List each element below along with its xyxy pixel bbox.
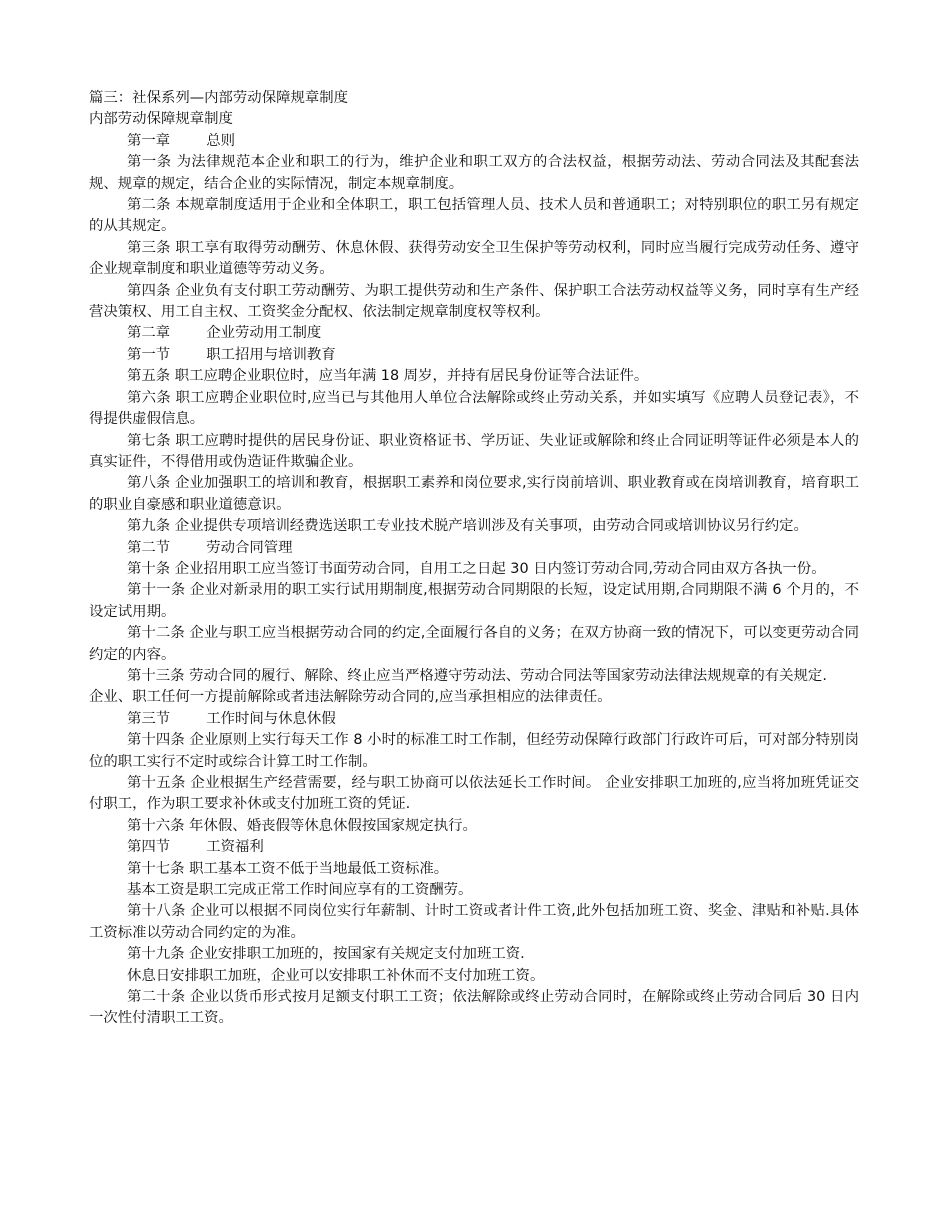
- document-body: [89, 88, 859, 1030]
- article-15: 第十五条 企业根据生产经营需要，经与职工协商可以依法延长工作时间。 企业安排职工加班的,应当将加班凭证交付职工，作为职工要求补休或支付加班工资的凭证.: [89, 775, 859, 813]
- section-heading: [89, 538, 859, 559]
- article-19: 第十九条 企业安排职工加班的，按国家有关规定支付加班工资.: [127, 946, 525, 963]
- section-name: 工作时间与休息休假: [206, 710, 336, 727]
- section-heading: [89, 709, 859, 730]
- chapter-name: 企业劳动用工制度: [206, 325, 322, 342]
- article-9: 第九条 企业提供专项培训经费选送职工专业技术脱产培训涉及有关事项，由劳动合同或培训协议另行约定。: [127, 518, 808, 535]
- article-1: 第一条 为法律规范本企业和职工的行为，维护企业和职工双方的合法权益，根据劳动法、劳动合同法及其配套法规、规章的规定，结合企业的实际情况，制定本规章制度。: [89, 154, 859, 192]
- article-16: 第十六条 年休假、婚丧假等休息休假按国家规定执行。: [127, 817, 477, 834]
- chapter-name: 总则: [206, 132, 235, 149]
- article-14: 第十四条 企业原则上实行每天工作 8 小时的标准工时工作制，但经劳动保障行政部门行政许可后，可对部分特别岗位的职工实行不定时或综合计算工时工作制。: [89, 732, 859, 770]
- article-6: 第六条 职工应聘企业职位时,应当已与其他用人单位合法解除或终止劳动关系，并如实填写《应聘人员登记表》，不得提供虚假信息。: [89, 389, 859, 428]
- article-20: 第二十条 企业以货币形式按月足额支付职工工资；依法解除或终止劳动合同时，在解除或终止劳动合同后 30 日内一次性付清职工工资。: [89, 989, 859, 1027]
- section-number: 第四节: [127, 839, 171, 856]
- article-17: 第十七条 职工基本工资不低于当地最低工资标准。: [127, 860, 449, 877]
- section-heading: [89, 345, 859, 366]
- document-pretitle: 篇三：社保系列—内部劳动保障规章制度: [89, 90, 349, 106]
- section-name: 劳动合同管理: [206, 539, 293, 556]
- article-7: 第七条 职工应聘时提供的居民身份证、职业资格证书、学历证、失业证或解除和终止合同证明等证件必须是本人的真实证件，不得借用或伪造证件欺骗企业。: [89, 432, 859, 470]
- article-4: 第四条 企业负有支付职工劳动酬劳、为职工提供劳动和生产条件、保护职工合法劳动权益等义务，同时享有生产经营决策权、用工自主权、工资奖金分配权、依法制定规章制度权等权利。: [89, 282, 859, 321]
- chapter-number: 第二章: [127, 325, 171, 342]
- article-2: 第二条 本规章制度适用于企业和全体职工，职工包括管理人员、技术人员和普通职工；对特别职位的职工另有规定的从其规定。: [89, 197, 859, 235]
- article-5: 第五条 职工应聘企业职位时，应当年满 18 周岁，并持有居民身份证等合法证件。: [127, 368, 649, 385]
- article-12: 第十二条 企业与职工应当根据劳动合同的约定,全面履行各自的义务；在双方协商一致的情况下，可以变更劳动合同约定的内容。: [89, 625, 859, 663]
- article-3: 第三条 职工享有取得劳动酬劳、休息休假、获得劳动安全卫生保护等劳动权利，同时应当履行完成劳动任务、遵守企业规章制度和职业道德等劳动义务。: [89, 239, 859, 278]
- article-10: 第十条 企业招用职工应当签订书面劳动合同，自用工之日起 30 日内签订劳动合同,劳动合同由双方各执一份。: [127, 560, 826, 577]
- article-13-continuation: 企业、职工任何一方提前解除或者违法解除劳动合同的,应当承担相应的法律责任。: [89, 689, 612, 706]
- section-number: 第一节: [127, 346, 171, 363]
- article-11: 第十一条 企业对新录用的职工实行试用期制度,根据劳动合同期限的长短，设定试用期,合同期限不满 6 个月的，不设定试用期。: [89, 582, 859, 620]
- article-13: 第十三条 劳动合同的履行、解除、终止应当严格遵守劳动法、劳动合同法等国家劳动法律法规规章的有关规定.: [127, 667, 827, 684]
- chapter-heading: [89, 131, 859, 152]
- section-number: 第三节: [127, 710, 171, 727]
- document-title: 内部劳动保障规章制度: [89, 111, 233, 128]
- section-number: 第二节: [127, 539, 171, 556]
- article-19-continuation: 休息日安排职工加班，企业可以安排职工补休而不支付加班工资。: [127, 967, 545, 984]
- article-8: 第八条 企业加强职工的培训和教育，根据职工素养和岗位要求,实行岗前培训、职业教育或在岗培训教育，培育职工的职业自豪感和职业道德意识。: [89, 475, 859, 513]
- section-heading: [89, 837, 859, 858]
- section-name: 职工招用与培训教育: [206, 346, 336, 363]
- article-18: 第十八条 企业可以根据不同岗位实行年薪制、计时工资或者计件工资,此外包括加班工资、奖金、津贴和补贴.具体工资标准以劳动合同约定的为准。: [89, 903, 859, 941]
- section-name: 工资福利: [206, 839, 264, 856]
- chapter-heading: [89, 323, 859, 344]
- chapter-number: 第一章: [127, 132, 171, 149]
- article-17-continuation: 基本工资是职工完成正常工作时间应享有的工资酬劳。: [127, 882, 473, 899]
